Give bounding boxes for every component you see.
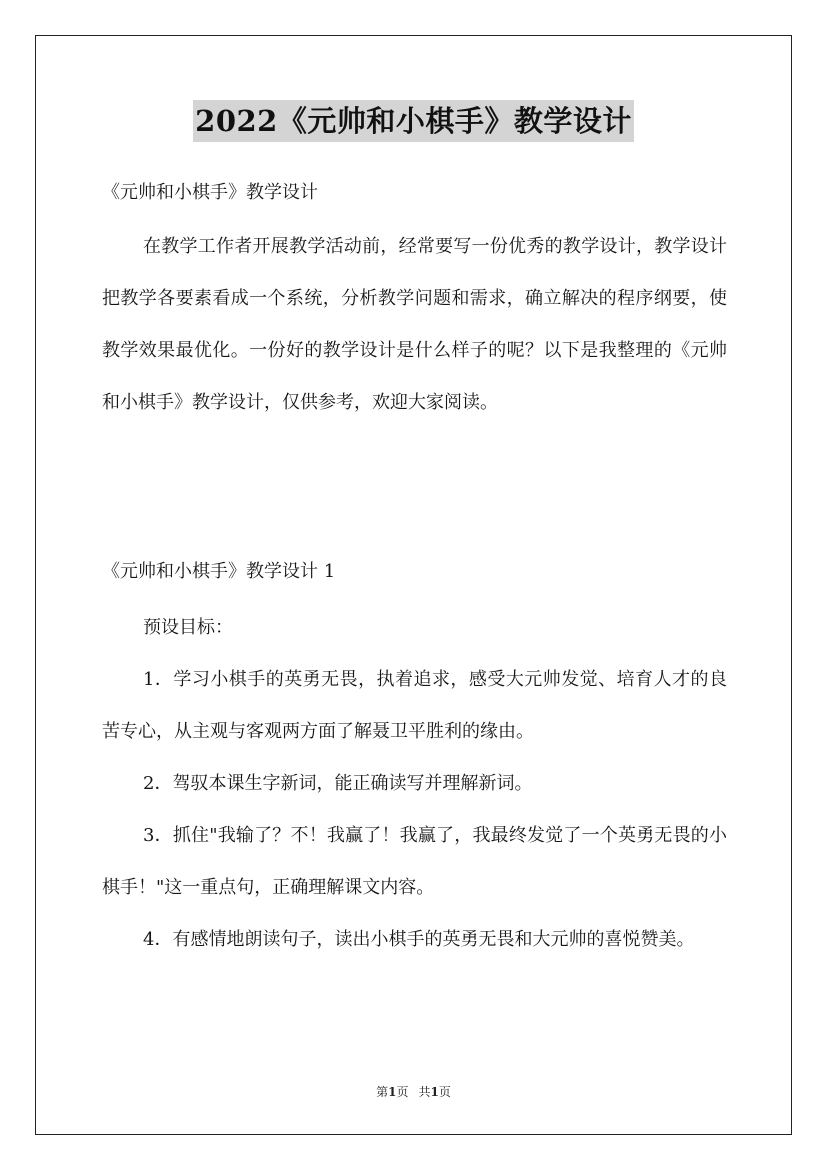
goal-item-1: 1．学习小棋手的英勇无畏，执着追求，感受大元帅发觉、培育人才的良苦专心，从主观与客观两方面了解聂卫平胜利的缘由。 bbox=[102, 669, 727, 742]
subtitle-line bbox=[102, 180, 727, 206]
intro-paragraph: 在教学工作者开展教学活动前，经常要写一份优秀的教学设计，教学设计把教学各要素看成一个系统，分析教学问题和需求，确立解决的程序纲要，使教学效果最优化。一份好的教学设计是什么样子的呢？以下是我整理的《元帅和小棋手》教学设计，仅供参考，欢迎大家阅读。 bbox=[102, 236, 727, 413]
page-footer bbox=[0, 1083, 827, 1100]
document-title: 2022《元帅和小棋手》教学设计 bbox=[193, 100, 634, 142]
footer-page-current: 1 bbox=[388, 1085, 397, 1099]
footer-total-prefix: 共 bbox=[418, 1085, 431, 1099]
footer-page-prefix: 第 bbox=[376, 1085, 389, 1099]
goals-block bbox=[102, 602, 727, 966]
goal-item-3: 3．抓住"我输了？不！我赢了！我赢了，我最终发觉了一个英勇无畏的小棋手！"这一重点句，正确理解课文内容。 bbox=[102, 825, 727, 898]
footer-page-mid: 页 bbox=[396, 1085, 409, 1099]
section-heading-line bbox=[102, 559, 727, 585]
title-container bbox=[0, 100, 827, 142]
goals-label: 预设目标： bbox=[143, 617, 233, 638]
footer-page-total: 1 bbox=[430, 1085, 439, 1099]
section-title: 《元帅和小棋手》教学设计 1 bbox=[102, 561, 336, 582]
goal-item-4: 4．有感情地朗读句子，读出小棋手的英勇无畏和大元帅的喜悦赞美。 bbox=[143, 929, 695, 950]
footer-total-suffix: 页 bbox=[438, 1085, 451, 1099]
goal-item-2: 2．驾驭本课生字新词，能正确读写并理解新词。 bbox=[143, 773, 533, 794]
intro-block bbox=[102, 221, 727, 429]
document-subtitle: 《元帅和小棋手》教学设计 bbox=[102, 182, 318, 203]
